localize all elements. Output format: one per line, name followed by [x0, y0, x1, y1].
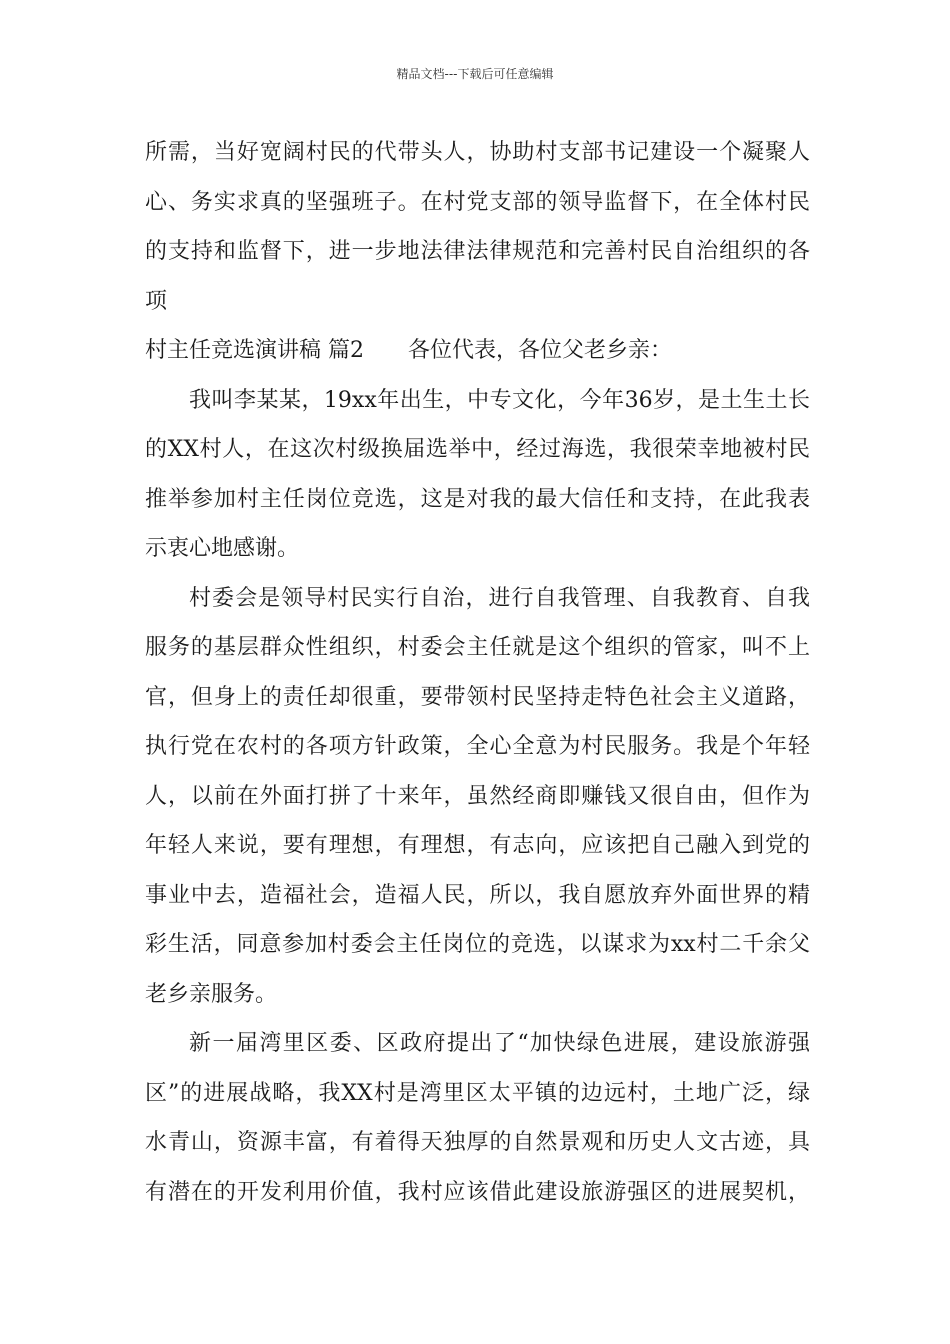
text-line: 所需，当好宽阔村民的代带头人，协助村支部书记建设一个凝聚人 — [145, 140, 810, 165]
text-line: 的支持和监督下，进一步地法律法律规范和完善村民自治组织的各 — [145, 239, 810, 264]
text-line: 事业中去，造福社会，造福人民，所以，我自愿放弃外面世界的精 — [145, 882, 810, 908]
text-line: 老乡亲服务。 — [145, 981, 278, 1007]
text-line: 示衷心地感谢。 — [145, 536, 300, 561]
document-body — [145, 128, 810, 1217]
text-line: 推举参加村主任岗位竞选，这是对我的最大信任和支持，在此我表 — [145, 486, 810, 512]
text-line: 新一届湾里区委、区政府提出了“加快绿色进展，建设旅游强 — [189, 1031, 810, 1056]
text-line: 村委会是领导村民实行自治，进行自我管理、自我教育、自我 — [189, 585, 810, 611]
text-line: 官，但身上的责任却很重，要带领村民坚持走特色社会主义道路， — [145, 684, 810, 710]
text-line: 年轻人来说，要有理想，有理想，有志向，应该把自己融入到党的 — [145, 833, 810, 858]
text-line: 水青山，资源丰富，有着得天独厚的自然景观和历史人文古迹，具 — [145, 1130, 810, 1155]
paragraph — [145, 1019, 810, 1217]
text-line: 的XX村人，在这次村级换届选举中，经过海选，我很荣幸地被村民 — [145, 437, 810, 462]
section-title: 村主任竞选演讲稿 篇2 — [145, 338, 364, 363]
text-line: 彩生活，同意参加村委会主任岗位的竞选，以谋求为xx村二千余父 — [145, 932, 810, 957]
text-line: 服务的基层群众性组织，村委会主任就是这个组织的管家，叫不上 — [145, 635, 810, 660]
page-header: 精品文档---下载后可任意编辑 — [396, 67, 554, 81]
intro-paragraph — [145, 128, 810, 326]
greeting: 各位代表，各位父老乡亲： — [408, 338, 673, 363]
text-line: 区”的进展战略，我XX村是湾里区太平镇的边远村，土地广泛，绿 — [145, 1080, 810, 1106]
text-line: 执行党在农村的各项方针政策，全心全意为村民服务。我是个年轻 — [145, 734, 810, 759]
section-heading — [145, 326, 810, 376]
text-line: 项 — [145, 288, 168, 314]
paragraph — [145, 574, 810, 1020]
text-line: 我叫李某某，19xx年出生，中专文化，今年36岁，是土生土长 — [189, 387, 810, 413]
text-line: 人，以前在外面打拼了十来年，虽然经商即赚钱又很自由，但作为 — [145, 783, 810, 809]
text-line: 有潜在的开发利用价值，我村应该借此建设旅游强区的进展契机， — [145, 1179, 810, 1205]
paragraph — [145, 376, 810, 574]
text-line: 心、务实求真的坚强班子。在村党支部的领导监督下，在全体村民 — [145, 189, 810, 215]
